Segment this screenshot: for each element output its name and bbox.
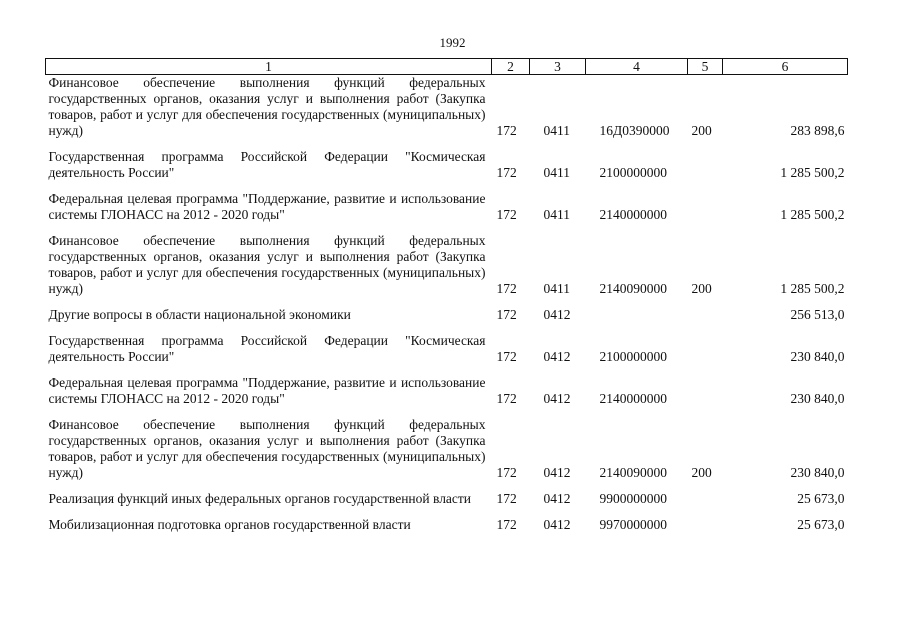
header-col-4: 4 bbox=[586, 59, 688, 75]
row-vr bbox=[688, 481, 723, 507]
table-row bbox=[46, 323, 848, 365]
row-pr: 0411 bbox=[543, 165, 570, 180]
table-row bbox=[46, 223, 848, 297]
row-gr: 172 bbox=[496, 517, 517, 532]
header-row bbox=[46, 59, 848, 75]
row-gr: 172 bbox=[496, 123, 517, 138]
row-vr bbox=[688, 297, 723, 323]
row-vr bbox=[688, 323, 723, 365]
row-vr bbox=[688, 139, 723, 181]
row-pr: 0412 bbox=[543, 491, 571, 506]
header-col-2: 2 bbox=[492, 59, 530, 75]
row-amount: 230 840,0 bbox=[790, 465, 845, 480]
row-name: Другие вопросы в области национальной экономики bbox=[48, 307, 351, 322]
row-amount: 1 285 500,2 bbox=[780, 165, 845, 180]
header-col-3: 3 bbox=[530, 59, 586, 75]
row-amount: 230 840,0 bbox=[790, 391, 845, 406]
table-row bbox=[46, 481, 848, 507]
row-vr bbox=[688, 507, 723, 533]
row-name: Мобилизационная подготовка органов государственной власти bbox=[48, 517, 411, 532]
row-gr: 172 bbox=[496, 165, 517, 180]
row-gr: 172 bbox=[496, 391, 517, 406]
row-pr: 0412 bbox=[543, 349, 571, 364]
budget-table bbox=[45, 58, 848, 533]
table-row bbox=[46, 407, 848, 481]
row-pr: 0412 bbox=[543, 391, 571, 406]
table-row bbox=[46, 139, 848, 181]
row-csr: 2140000000 bbox=[599, 391, 667, 406]
row-csr: 2100000000 bbox=[599, 349, 667, 364]
row-amount: 283 898,6 bbox=[790, 123, 845, 138]
row-pr: 0412 bbox=[543, 465, 571, 480]
row-name: Федеральная целевая программа "Поддержание, развитие и использование системы ГЛОНАСС на 2012 - 2020 годы" bbox=[48, 375, 486, 406]
row-name: Государственная программа Российской Федерации "Космическая деятельность России" bbox=[48, 333, 486, 364]
header-col-6: 6 bbox=[723, 59, 848, 75]
row-name: Федеральная целевая программа "Поддержание, развитие и использование системы ГЛОНАСС на 2012 - 2020 годы" bbox=[48, 191, 486, 222]
row-amount: 230 840,0 bbox=[790, 349, 845, 364]
row-amount: 256 513,0 bbox=[790, 307, 845, 322]
row-csr bbox=[586, 297, 688, 323]
table-row bbox=[46, 75, 848, 140]
row-pr: 0411 bbox=[543, 123, 570, 138]
row-gr: 172 bbox=[496, 207, 517, 222]
row-name: Финансовое обеспечение выполнения функций федеральных государственных органов, оказания услуг и выполнения работ (Закупка товаров, работ и услуг для обеспечения государственных (муниципальных) нужд) bbox=[48, 75, 486, 138]
table-row bbox=[46, 365, 848, 407]
row-gr: 172 bbox=[496, 491, 517, 506]
row-vr: 200 bbox=[691, 281, 712, 296]
row-csr: 2140090000 bbox=[599, 465, 667, 480]
table-body bbox=[46, 75, 848, 534]
table-row bbox=[46, 297, 848, 323]
row-name: Финансовое обеспечение выполнения функций федеральных государственных органов, оказания услуг и выполнения работ (Закупка товаров, работ и услуг для обеспечения государственных (муниципальных) нужд) bbox=[48, 233, 486, 296]
header-col-1: 1 bbox=[46, 59, 492, 75]
row-csr: 2140000000 bbox=[599, 207, 667, 222]
row-csr: 9970000000 bbox=[599, 517, 667, 532]
row-name: Реализация функций иных федеральных органов государственной власти bbox=[48, 491, 472, 506]
row-pr: 0412 bbox=[543, 517, 571, 532]
row-csr: 2100000000 bbox=[599, 165, 667, 180]
table-row bbox=[46, 507, 848, 533]
row-name: Государственная программа Российской Федерации "Космическая деятельность России" bbox=[48, 149, 486, 180]
row-amount: 25 673,0 bbox=[797, 517, 845, 532]
row-pr: 0411 bbox=[543, 207, 570, 222]
row-pr: 0412 bbox=[543, 307, 571, 322]
row-name: Финансовое обеспечение выполнения функций федеральных государственных органов, оказания услуг и выполнения работ (Закупка товаров, работ и услуг для обеспечения государственных (муниципальных) нужд) bbox=[48, 417, 486, 480]
row-gr: 172 bbox=[496, 465, 517, 480]
row-vr bbox=[688, 181, 723, 223]
table-row bbox=[46, 181, 848, 223]
row-vr: 200 bbox=[691, 123, 712, 138]
row-csr: 16Д0390000 bbox=[599, 123, 670, 138]
row-pr: 0411 bbox=[543, 281, 570, 296]
row-vr bbox=[688, 365, 723, 407]
row-csr: 9900000000 bbox=[599, 491, 667, 506]
row-vr: 200 bbox=[691, 465, 712, 480]
row-gr: 172 bbox=[496, 307, 517, 322]
row-gr: 172 bbox=[496, 281, 517, 296]
row-amount: 25 673,0 bbox=[797, 491, 845, 506]
table-header bbox=[46, 59, 848, 75]
page-number: 1992 bbox=[439, 35, 466, 50]
header-col-5: 5 bbox=[688, 59, 723, 75]
row-amount: 1 285 500,2 bbox=[780, 281, 845, 296]
row-amount: 1 285 500,2 bbox=[780, 207, 845, 222]
row-csr: 2140090000 bbox=[599, 281, 667, 296]
row-gr: 172 bbox=[496, 349, 517, 364]
